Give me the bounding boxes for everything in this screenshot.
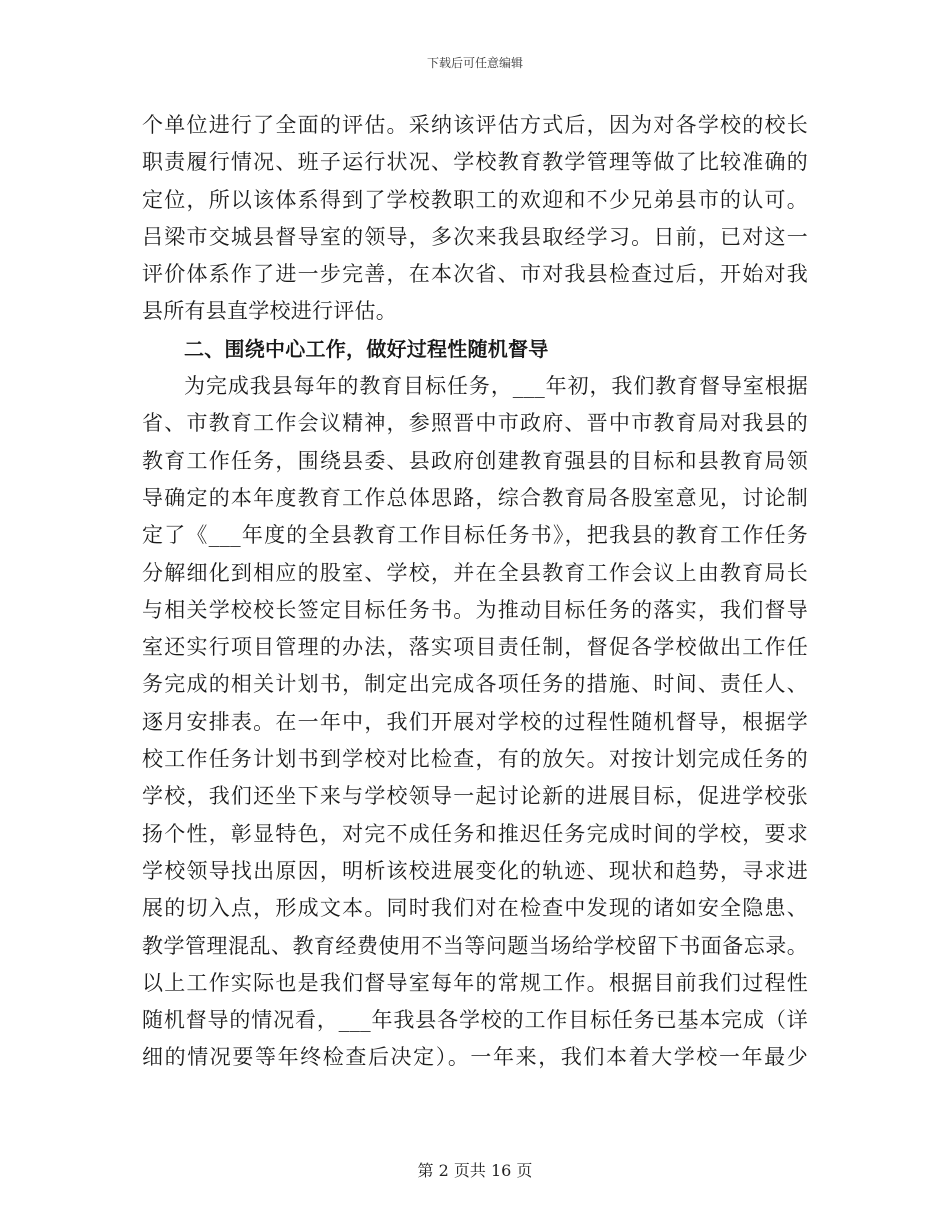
paragraph-line: 逐月安排表。在一年中，我们开展对学校的过程性随机督导，根据学 — [142, 709, 808, 734]
paragraph-line: 以上工作实际也是我们督导室每年的常规工作。根据目前我们过程性 — [142, 970, 808, 995]
paragraph-line: 分解细化到相应的股室、学校，并在全县教育工作会议上由教育局长 — [142, 560, 808, 585]
paragraph-line: 扬个性，彰显特色，对完不成任务和推迟任务完成时间的学校，要求 — [142, 821, 808, 846]
paragraph-line: 县所有县直学校进行评估。 — [142, 299, 397, 324]
paragraph-line: 个单位进行了全面的评估。采纳该评估方式后，因为对各学校的校长 — [142, 113, 808, 137]
paragraph-line: 职责履行情况、班子运行状况、学校教育教学管理等做了比较准确的 — [142, 150, 808, 175]
paragraph-line: 定位，所以该体系得到了学校教职工的欢迎和不少兄弟县市的认可。 — [142, 187, 808, 212]
paragraph-line: 吕梁市交城县督导室的领导，多次来我县取经学习。日前，已对这一 — [142, 224, 808, 249]
paragraph-line: 务完成的相关计划书，制定出完成各项任务的措施、时间、责任人、 — [142, 672, 808, 697]
paragraph-line: 细的情况要等年终检查后决定）。一年来，我们本着大学校一年最少 — [142, 1045, 808, 1070]
paragraph-line: 展的切入点，形成文本。同时我们对在检查中发现的诸如安全隐患、 — [142, 896, 808, 921]
paragraph-line: 随机督导的情况看，___年我县各学校的工作目标任务已基本完成（详 — [142, 1008, 808, 1033]
paragraph-line: 教学管理混乱、教育经费使用不当等问题当场给学校留下书面备忘录。 — [142, 933, 808, 958]
paragraph-line: 学校，我们还坐下来与学校领导一起讨论新的进展目标，促进学校张 — [142, 784, 808, 809]
paragraph-line: 教育工作任务，围绕县委、县政府创建教育强县的目标和县教育局领 — [142, 448, 808, 473]
paragraph-line: 定了《___年度的全县教育工作目标任务书》，把我县的教育工作任务 — [142, 523, 808, 548]
paragraph-line: 评价体系作了进一步完善，在本次省、市对我县检查过后，开始对我 — [142, 262, 808, 287]
page-number: 第 2 页共 16 页 — [417, 1161, 533, 1180]
paragraph-line: 校工作任务计划书到学校对比检查，有的放矢。对按计划完成任务的 — [142, 747, 808, 772]
paragraph-line: 为完成我县每年的教育目标任务，___年初，我们教育督导室根据 — [184, 374, 808, 399]
header-note: 下载后可任意编辑 — [426, 56, 523, 70]
section-heading: 二、围绕中心工作，做好过程性随机督导 — [184, 336, 549, 361]
paragraph-line: 学校领导找出原因，明析该校进展变化的轨迹、现状和趋势，寻求进 — [142, 858, 808, 883]
paragraph-line: 省、市教育工作会议精神，参照晋中市政府、晋中市教育局对我县的 — [142, 411, 808, 436]
paragraph-line: 室还实行项目管理的办法，落实项目责任制，督促各学校做出工作任 — [142, 635, 808, 660]
document-body — [142, 107, 808, 1077]
paragraph-line: 与相关学校校长签定目标任务书。为推动目标任务的落实，我们督导 — [142, 597, 808, 622]
paragraph-line: 导确定的本年度教育工作总体思路，综合教育局各股室意见，讨论制 — [142, 485, 808, 510]
